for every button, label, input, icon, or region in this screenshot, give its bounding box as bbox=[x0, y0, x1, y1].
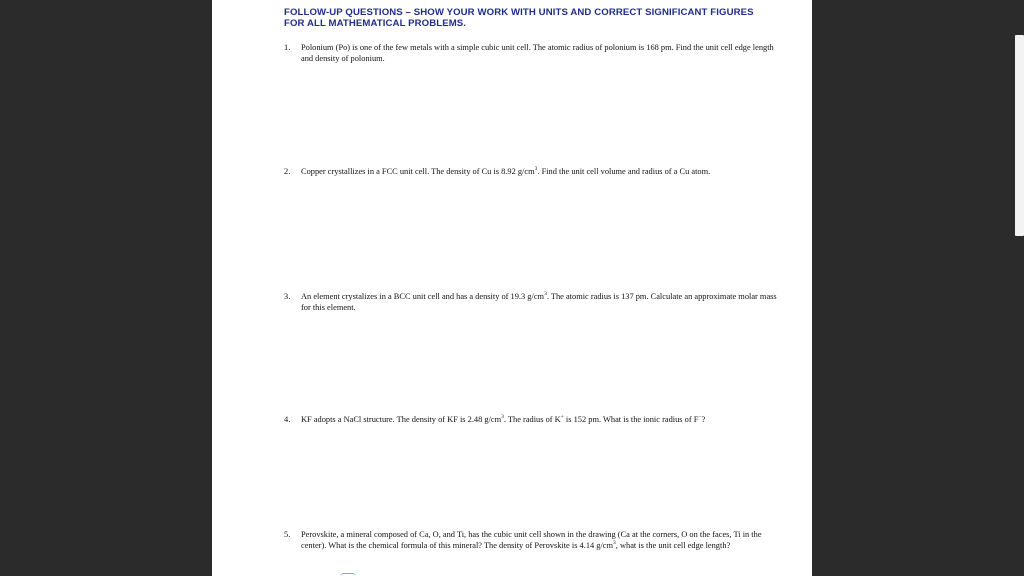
question-text: Polonium (Po) is one of the few metals with a simple cubic unit cell. The atomic radius of polonium is 168 pm. Find the unit cell edge length and density of polonium. bbox=[301, 43, 774, 63]
superscript: + bbox=[560, 414, 564, 421]
question-text-part: Copper crystallizes in a FCC unit cell. The density of Cu is 8.92 g/cm bbox=[301, 167, 535, 176]
question-1 bbox=[284, 43, 784, 64]
question-text-part: . The atomic radius is 137 pm. Calculate an approximate molar mass for this element. bbox=[301, 292, 777, 312]
question-2 bbox=[284, 167, 784, 178]
superscript: 3 bbox=[613, 539, 616, 546]
heading-line-1: FOLLOW-UP QUESTIONS – SHOW YOUR WORK WITH UNITS AND CORRECT SIGNIFICANT FIGURES bbox=[284, 7, 754, 18]
question-text bbox=[301, 292, 784, 313]
superscript: − bbox=[698, 414, 702, 421]
question-text bbox=[301, 530, 784, 551]
question-number: 1. bbox=[284, 43, 291, 52]
heading-line-2: FOR ALL MATHEMATICAL PROBLEMS. bbox=[284, 18, 467, 29]
superscript: 3 bbox=[544, 291, 547, 298]
question-3 bbox=[284, 292, 784, 313]
question-4 bbox=[284, 415, 784, 426]
question-text-part: KF adopts a NaCl structure. The density of KF is 2.48 g/cm bbox=[301, 415, 502, 424]
document-page bbox=[212, 0, 812, 576]
question-text bbox=[301, 167, 784, 178]
vertical-scrollbar[interactable] bbox=[1015, 35, 1024, 236]
question-text-part: . Find the unit cell volume and radius of a Cu atom. bbox=[537, 167, 711, 176]
question-text bbox=[301, 415, 784, 426]
question-number: 5. bbox=[284, 530, 291, 539]
worksheet-heading bbox=[284, 7, 784, 29]
question-text-part: . The radius of K bbox=[503, 415, 561, 424]
question-text-part: Perovskite, a mineral composed of Ca, O, and Ti, has the cubic unit cell shown in the drawing (Ca at the corners, O on the faces, Ti in the center). What is the chemical formula of this mineral? The density of Perovskite is 4.14 g/cm bbox=[301, 530, 762, 550]
question-number: 3. bbox=[284, 292, 291, 301]
superscript: 3 bbox=[534, 166, 538, 173]
question-5 bbox=[284, 530, 784, 551]
question-text-part: , what is the unit cell edge length? bbox=[615, 540, 731, 550]
superscript: 3 bbox=[501, 414, 504, 421]
question-text-part: An element crystalizes in a BCC unit cell and has a density of 19.3 g/cm bbox=[301, 292, 545, 301]
question-number: 2. bbox=[284, 167, 291, 176]
question-text-part: is 152 pm. What is the ionic radius of F bbox=[563, 415, 699, 424]
question-text-part: ? bbox=[701, 415, 706, 424]
question-number: 4. bbox=[284, 415, 291, 424]
